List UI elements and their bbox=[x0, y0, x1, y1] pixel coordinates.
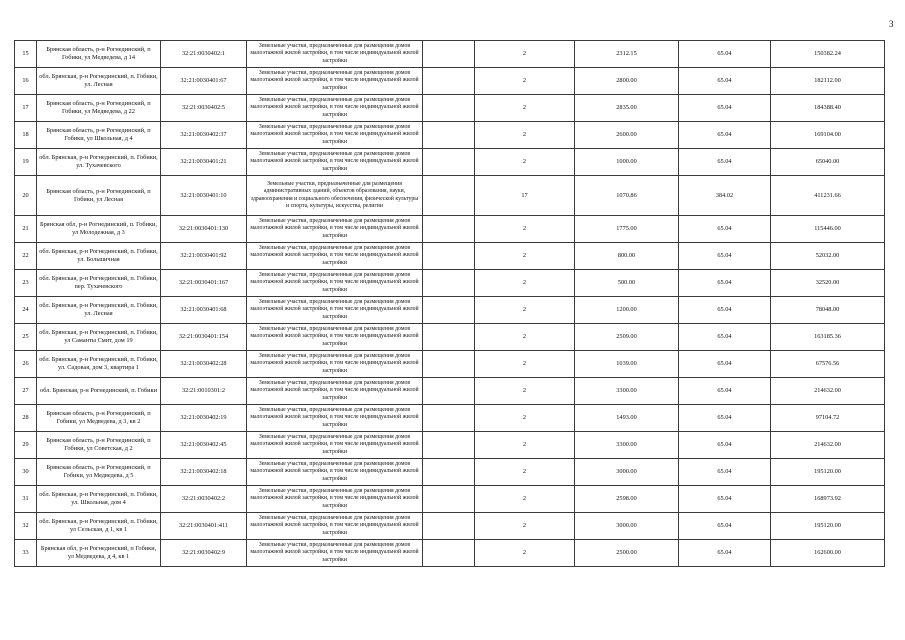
land-use-cell: Земельные участки, предназначенные для размещения домов малоэтажной жилой застройки, в том числе индивидуальной жилой застройки bbox=[247, 351, 423, 378]
address-cell: обл. Брянская, р-н Рогнединский, п. Гобики, ул Сельская, д 1, кв 1 bbox=[37, 513, 161, 540]
address-cell: Брянская область, р-н Рогнединский, п Гобики, ул Медведева, д 5 bbox=[37, 459, 161, 486]
area-cell: 2500.00 bbox=[575, 540, 679, 567]
land-use-cell: Земельные участки, предназначенные для размещения домов малоэтажной жилой застройки, в том числе индивидуальной жилой застройки bbox=[247, 41, 423, 68]
table-row bbox=[15, 41, 885, 68]
group-code-cell: 2 bbox=[475, 216, 575, 243]
empty-cell bbox=[423, 122, 475, 149]
address-cell: Брянская область, р-н Рогнединский, п Гобики, ул Медведева, д 14 bbox=[37, 41, 161, 68]
row-number-cell: 23 bbox=[15, 270, 37, 297]
group-code-cell: 2 bbox=[475, 122, 575, 149]
table-row bbox=[15, 459, 885, 486]
table-row bbox=[15, 324, 885, 351]
row-number-cell: 27 bbox=[15, 378, 37, 405]
specific-value-cell: 65.04 bbox=[679, 513, 771, 540]
empty-cell bbox=[423, 513, 475, 540]
row-number-cell: 17 bbox=[15, 95, 37, 122]
area-cell: 2509.00 bbox=[575, 324, 679, 351]
row-number-cell: 28 bbox=[15, 405, 37, 432]
specific-value-cell: 65.04 bbox=[679, 41, 771, 68]
row-number-cell: 19 bbox=[15, 149, 37, 176]
specific-value-cell: 65.04 bbox=[679, 459, 771, 486]
cadastral-value-cell: 169104.00 bbox=[771, 122, 885, 149]
cadastral-number-cell: 32:21:0030401:411 bbox=[161, 513, 247, 540]
address-cell: обл. Брянская, р-н Рогнединский, п. Гобики, ул. Садовая, дом 3, квартира 1 bbox=[37, 351, 161, 378]
cadastral-value-cell: 168973.92 bbox=[771, 486, 885, 513]
table-row bbox=[15, 432, 885, 459]
cadastral-number-cell: 32:21:0030402:45 bbox=[161, 432, 247, 459]
land-use-cell: Земельные участки, предназначенные для размещения домов малоэтажной жилой застройки, в том числе индивидуальной жилой застройки bbox=[247, 459, 423, 486]
specific-value-cell: 65.04 bbox=[679, 540, 771, 567]
table-row bbox=[15, 486, 885, 513]
group-code-cell: 2 bbox=[475, 378, 575, 405]
empty-cell bbox=[423, 95, 475, 122]
cadastral-number-cell: 32:21:0030402:18 bbox=[161, 459, 247, 486]
group-code-cell: 2 bbox=[475, 486, 575, 513]
group-code-cell: 2 bbox=[475, 351, 575, 378]
table-row bbox=[15, 351, 885, 378]
group-code-cell: 2 bbox=[475, 95, 575, 122]
empty-cell bbox=[423, 432, 475, 459]
area-cell: 3000.00 bbox=[575, 459, 679, 486]
land-use-cell: Земельные участки, предназначенные для размещения домов малоэтажной жилой застройки, в том числе индивидуальной жилой застройки bbox=[247, 149, 423, 176]
cadastral-value-cell: 163185.36 bbox=[771, 324, 885, 351]
land-plots-table bbox=[14, 40, 885, 567]
address-cell: Брянская обл, р-н Рогнединский, п. Гобики, ул Молодежная, д 3 bbox=[37, 216, 161, 243]
address-cell: обл. Брянская, р-н Рогнединский, п. Гобики, ул Саманты Смит, дом 19 bbox=[37, 324, 161, 351]
group-code-cell: 17 bbox=[475, 176, 575, 216]
land-use-cell: Земельные участки, предназначенные для размещения домов малоэтажной жилой застройки, в том числе индивидуальной жилой застройки bbox=[247, 122, 423, 149]
specific-value-cell: 65.04 bbox=[679, 432, 771, 459]
row-number-cell: 18 bbox=[15, 122, 37, 149]
area-cell: 2835.00 bbox=[575, 95, 679, 122]
land-use-cell: Земельные участки, предназначенные для размещения домов малоэтажной жилой застройки, в том числе индивидуальной жилой застройки bbox=[247, 297, 423, 324]
area-cell: 2312.15 bbox=[575, 41, 679, 68]
cadastral-number-cell: 32:21:0030401:154 bbox=[161, 324, 247, 351]
address-cell: обл. Брянская, р-н Рогнединский, п. Гобики bbox=[37, 378, 161, 405]
table-body bbox=[15, 41, 885, 567]
row-number-cell: 29 bbox=[15, 432, 37, 459]
empty-cell bbox=[423, 216, 475, 243]
area-cell: 500.00 bbox=[575, 270, 679, 297]
cadastral-number-cell: 32:21:0030402:9 bbox=[161, 540, 247, 567]
land-use-cell: Земельные участки, предназначенные для размещения домов малоэтажной жилой застройки, в том числе индивидуальной жилой застройки bbox=[247, 432, 423, 459]
specific-value-cell: 65.04 bbox=[679, 216, 771, 243]
address-cell: Брянская обл, р-н Рогнединский, п Гобики, ул Медведева, д 4, кв 1 bbox=[37, 540, 161, 567]
cadastral-number-cell: 32:21:0030401:68 bbox=[161, 297, 247, 324]
area-cell: 2600.00 bbox=[575, 122, 679, 149]
specific-value-cell: 65.04 bbox=[679, 324, 771, 351]
cadastral-value-cell: 65040.00 bbox=[771, 149, 885, 176]
land-use-cell: Земельные участки, предназначенные для размещения домов малоэтажной жилой застройки, в том числе индивидуальной жилой застройки bbox=[247, 243, 423, 270]
address-cell: обл. Брянская, р-н Рогнединский, п. Гобики, ул. Школьная, дом 4 bbox=[37, 486, 161, 513]
land-use-cell: Земельные участки, предназначенные для размещения домов малоэтажной жилой застройки, в том числе индивидуальной жилой застройки bbox=[247, 216, 423, 243]
row-number-cell: 16 bbox=[15, 68, 37, 95]
specific-value-cell: 65.04 bbox=[679, 95, 771, 122]
cadastral-number-cell: 32:21:0030401:10 bbox=[161, 176, 247, 216]
cadastral-number-cell: 32:21:0030401:67 bbox=[161, 68, 247, 95]
cadastral-value-cell: 115446.00 bbox=[771, 216, 885, 243]
cadastral-value-cell: 52032.00 bbox=[771, 243, 885, 270]
empty-cell bbox=[423, 378, 475, 405]
cadastral-value-cell: 67576.56 bbox=[771, 351, 885, 378]
area-cell: 1000.00 bbox=[575, 149, 679, 176]
table-row bbox=[15, 68, 885, 95]
area-cell: 1070.86 bbox=[575, 176, 679, 216]
land-use-cell: Земельные участки, предназначенные для размещения домов малоэтажной жилой застройки, в том числе индивидуальной жилой застройки bbox=[247, 270, 423, 297]
address-cell: обл. Брянская, р-н Рогнединский, п. Гобики, ул. Лесная bbox=[37, 68, 161, 95]
page-number: 3 bbox=[889, 19, 894, 29]
empty-cell bbox=[423, 540, 475, 567]
table-row bbox=[15, 243, 885, 270]
row-number-cell: 33 bbox=[15, 540, 37, 567]
cadastral-value-cell: 78048.00 bbox=[771, 297, 885, 324]
table-row bbox=[15, 216, 885, 243]
empty-cell bbox=[423, 486, 475, 513]
table-row bbox=[15, 378, 885, 405]
group-code-cell: 2 bbox=[475, 513, 575, 540]
cadastral-value-cell: 214632.00 bbox=[771, 378, 885, 405]
cadastral-number-cell: 32:21:0030402:37 bbox=[161, 122, 247, 149]
cadastral-number-cell: 32:21:0010301:2 bbox=[161, 378, 247, 405]
group-code-cell: 2 bbox=[475, 432, 575, 459]
area-cell: 1775.00 bbox=[575, 216, 679, 243]
address-cell: обл. Брянская, р-н Рогнединский, п. Гобики, ул. Лесная bbox=[37, 297, 161, 324]
address-cell: Брянская область, р-н Рогнединский, п Гобики, ул Лесная bbox=[37, 176, 161, 216]
group-code-cell: 2 bbox=[475, 68, 575, 95]
land-use-cell: Земельные участки, предназначенные для размещения домов малоэтажной жилой застройки, в том числе индивидуальной жилой застройки bbox=[247, 513, 423, 540]
land-use-cell: Земельные участки, предназначенные для размещения домов малоэтажной жилой застройки, в том числе индивидуальной жилой застройки bbox=[247, 378, 423, 405]
land-use-cell: Земельные участки, предназначенные для размещения административных зданий, объектов образования, науки, здравоохранения и социального обеспечения, физической культуры и спорта, культуры, искусства, религии bbox=[247, 176, 423, 216]
group-code-cell: 2 bbox=[475, 41, 575, 68]
area-cell: 2800.00 bbox=[575, 68, 679, 95]
specific-value-cell: 65.04 bbox=[679, 149, 771, 176]
group-code-cell: 2 bbox=[475, 540, 575, 567]
group-code-cell: 2 bbox=[475, 324, 575, 351]
group-code-cell: 2 bbox=[475, 459, 575, 486]
land-use-cell: Земельные участки, предназначенные для размещения домов малоэтажной жилой застройки, в том числе индивидуальной жилой застройки bbox=[247, 95, 423, 122]
cadastral-value-cell: 182112.00 bbox=[771, 68, 885, 95]
land-use-cell: Земельные участки, предназначенные для размещения домов малоэтажной жилой застройки, в том числе индивидуальной жилой застройки bbox=[247, 405, 423, 432]
area-cell: 3300.00 bbox=[575, 378, 679, 405]
row-number-cell: 15 bbox=[15, 41, 37, 68]
area-cell: 3000.00 bbox=[575, 513, 679, 540]
cadastral-number-cell: 32:21:0030401:167 bbox=[161, 270, 247, 297]
empty-cell bbox=[423, 176, 475, 216]
table-row bbox=[15, 95, 885, 122]
empty-cell bbox=[423, 149, 475, 176]
address-cell: Брянская область, р-н Рогнединский, п Гобики, ул Советская, д 2 bbox=[37, 432, 161, 459]
empty-cell bbox=[423, 297, 475, 324]
cadastral-number-cell: 32:21:0030402:1 bbox=[161, 41, 247, 68]
cadastral-value-cell: 214632.00 bbox=[771, 432, 885, 459]
empty-cell bbox=[423, 324, 475, 351]
table-row bbox=[15, 149, 885, 176]
cadastral-number-cell: 32:21:0030401:130 bbox=[161, 216, 247, 243]
group-code-cell: 2 bbox=[475, 297, 575, 324]
land-use-cell: Земельные участки, предназначенные для размещения домов малоэтажной жилой застройки, в том числе индивидуальной жилой застройки bbox=[247, 540, 423, 567]
address-cell: Брянская область, р-н Рогнединский, п Гобики, ул Школьная, д 4 bbox=[37, 122, 161, 149]
empty-cell bbox=[423, 68, 475, 95]
empty-cell bbox=[423, 41, 475, 68]
cadastral-value-cell: 195120.00 bbox=[771, 459, 885, 486]
table-row bbox=[15, 270, 885, 297]
empty-cell bbox=[423, 405, 475, 432]
address-cell: Брянская область, р-н Рогнединский, п Гобики, ул Медведева, д 3, кв 2 bbox=[37, 405, 161, 432]
cadastral-value-cell: 150382.24 bbox=[771, 41, 885, 68]
specific-value-cell: 65.04 bbox=[679, 270, 771, 297]
land-use-cell: Земельные участки, предназначенные для размещения домов малоэтажной жилой застройки, в том числе индивидуальной жилой застройки bbox=[247, 324, 423, 351]
table-row bbox=[15, 405, 885, 432]
specific-value-cell: 65.04 bbox=[679, 378, 771, 405]
cadastral-value-cell: 195120.00 bbox=[771, 513, 885, 540]
row-number-cell: 25 bbox=[15, 324, 37, 351]
area-cell: 2598.00 bbox=[575, 486, 679, 513]
specific-value-cell: 65.04 bbox=[679, 68, 771, 95]
specific-value-cell: 65.04 bbox=[679, 122, 771, 149]
cadastral-number-cell: 32:21:0030402:5 bbox=[161, 95, 247, 122]
area-cell: 1200.00 bbox=[575, 297, 679, 324]
group-code-cell: 2 bbox=[475, 149, 575, 176]
table-row bbox=[15, 297, 885, 324]
empty-cell bbox=[423, 243, 475, 270]
table-row bbox=[15, 176, 885, 216]
cadastral-number-cell: 32:21:0030402:2 bbox=[161, 486, 247, 513]
empty-cell bbox=[423, 351, 475, 378]
cadastral-value-cell: 162600.00 bbox=[771, 540, 885, 567]
address-cell: обл. Брянская, р-н Рогнединский, п. Гобики, ул. Тухачевского bbox=[37, 149, 161, 176]
specific-value-cell: 65.04 bbox=[679, 297, 771, 324]
specific-value-cell: 384.02 bbox=[679, 176, 771, 216]
area-cell: 3300.00 bbox=[575, 432, 679, 459]
row-number-cell: 30 bbox=[15, 459, 37, 486]
specific-value-cell: 65.04 bbox=[679, 486, 771, 513]
cadastral-value-cell: 32520.00 bbox=[771, 270, 885, 297]
address-cell: обл. Брянская, р-н Рогнединский, п. Гобики, пер. Тухачевского bbox=[37, 270, 161, 297]
table-row bbox=[15, 122, 885, 149]
cadastral-number-cell: 32:21:0030402:19 bbox=[161, 405, 247, 432]
table-row bbox=[15, 540, 885, 567]
group-code-cell: 2 bbox=[475, 270, 575, 297]
area-cell: 1493.00 bbox=[575, 405, 679, 432]
group-code-cell: 2 bbox=[475, 243, 575, 270]
group-code-cell: 2 bbox=[475, 405, 575, 432]
row-number-cell: 24 bbox=[15, 297, 37, 324]
land-use-cell: Земельные участки, предназначенные для размещения домов малоэтажной жилой застройки, в том числе индивидуальной жилой застройки bbox=[247, 486, 423, 513]
cadastral-value-cell: 97104.72 bbox=[771, 405, 885, 432]
cadastral-number-cell: 32:21:0030401:92 bbox=[161, 243, 247, 270]
land-use-cell: Земельные участки, предназначенные для размещения домов малоэтажной жилой застройки, в том числе индивидуальной жилой застройки bbox=[247, 68, 423, 95]
row-number-cell: 26 bbox=[15, 351, 37, 378]
cadastral-value-cell: 411231.66 bbox=[771, 176, 885, 216]
specific-value-cell: 65.04 bbox=[679, 405, 771, 432]
address-cell: Брянская область, р-н Рогнединский, п Гобики, ул Медведева, д 22 bbox=[37, 95, 161, 122]
empty-cell bbox=[423, 459, 475, 486]
cadastral-value-cell: 184388.40 bbox=[771, 95, 885, 122]
specific-value-cell: 65.04 bbox=[679, 351, 771, 378]
row-number-cell: 32 bbox=[15, 513, 37, 540]
specific-value-cell: 65.04 bbox=[679, 243, 771, 270]
area-cell: 1039.00 bbox=[575, 351, 679, 378]
cadastral-number-cell: 32:21:0030402:28 bbox=[161, 351, 247, 378]
row-number-cell: 22 bbox=[15, 243, 37, 270]
cadastral-number-cell: 32:21:0030401:21 bbox=[161, 149, 247, 176]
row-number-cell: 21 bbox=[15, 216, 37, 243]
empty-cell bbox=[423, 270, 475, 297]
area-cell: 800.00 bbox=[575, 243, 679, 270]
row-number-cell: 31 bbox=[15, 486, 37, 513]
row-number-cell: 20 bbox=[15, 176, 37, 216]
address-cell: обл. Брянская, р-н Рогнединский, п. Гобики, ул. Большичная bbox=[37, 243, 161, 270]
table-row bbox=[15, 513, 885, 540]
